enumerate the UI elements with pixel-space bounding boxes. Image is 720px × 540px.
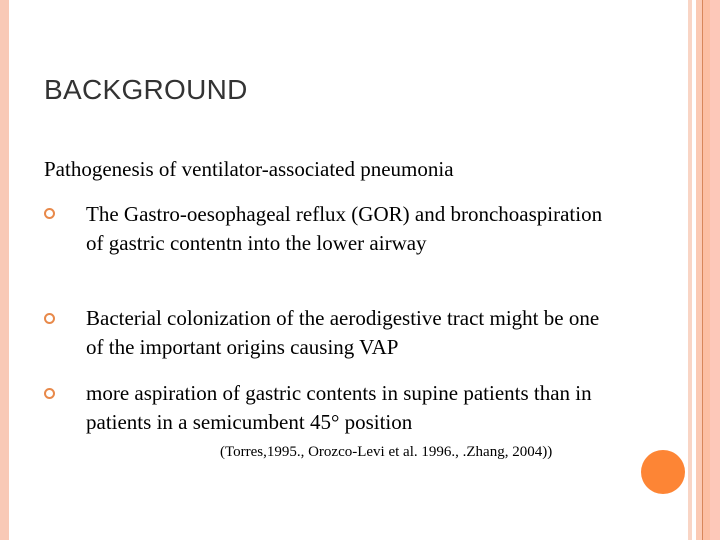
reference: (Torres,1995., Orozco-Levi et al. 1996., .Zhang, 2004)) xyxy=(220,444,553,460)
slide-title: BACKGROUND xyxy=(44,74,248,105)
stripe xyxy=(688,0,692,540)
bullet-icon xyxy=(44,208,55,219)
bullet-icon xyxy=(44,388,55,399)
bullet-icon xyxy=(44,313,55,324)
left-border xyxy=(0,0,9,540)
bullet-text: The Gastro-oesophageal reflux (GOR) and bronchoaspiration of gastric contentn into the lower airway xyxy=(86,202,603,255)
stripe xyxy=(703,0,710,540)
subtitle: Pathogenesis of ventilator-associated pneumonia xyxy=(44,157,454,181)
stripe xyxy=(710,0,720,540)
bullet-text: more aspiration of gastric contents in supine patients than in patients in a semicumbent 45° position xyxy=(86,381,592,434)
decorative-circle xyxy=(641,450,685,494)
bullet-text: Bacterial colonization of the aerodigestive tract might be one of the important origins causing VAP xyxy=(86,306,600,359)
